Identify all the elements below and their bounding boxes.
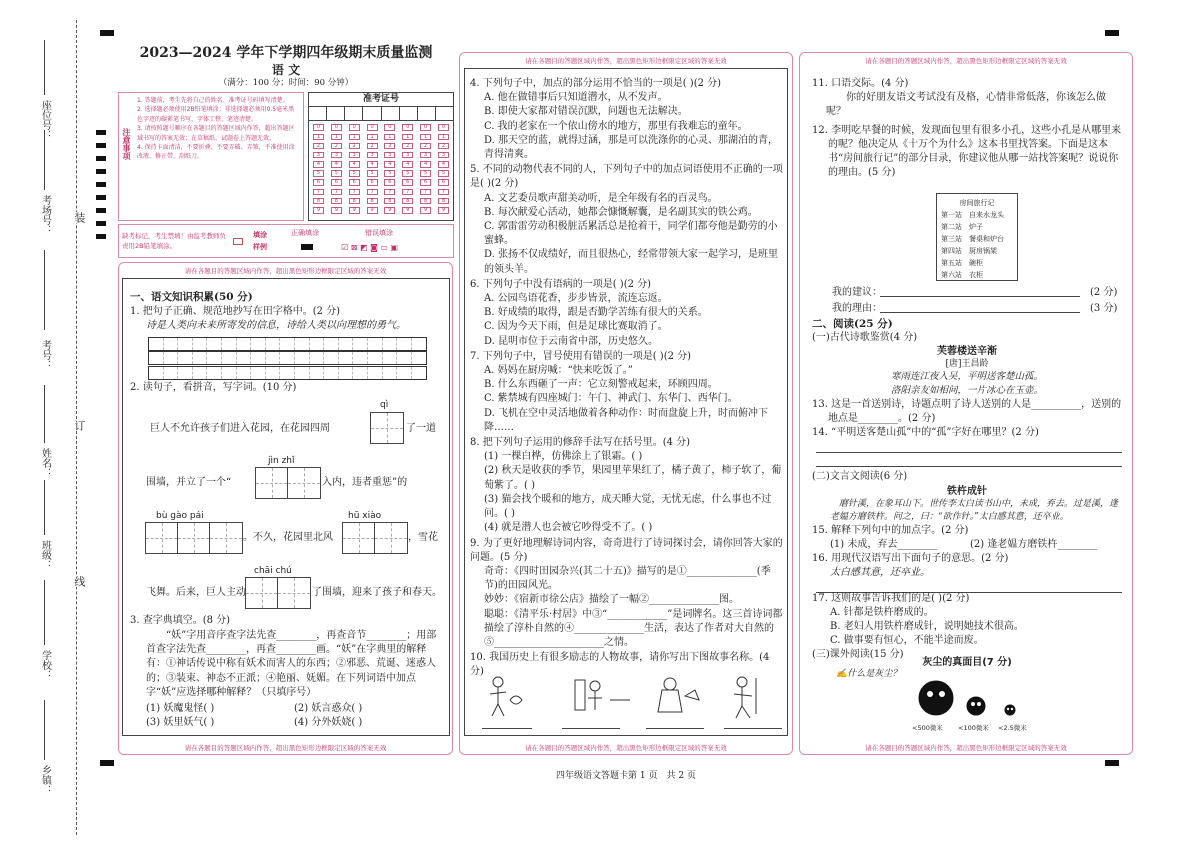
ticket-bubble[interactable]: 3 <box>402 152 413 159</box>
ticket-bubble[interactable]: 2 <box>438 143 449 150</box>
q8-item: (1) 一棵白桦，仿佛涂上了银霜。( ) <box>484 451 643 463</box>
region-warning: 请在各题目的答题区域内作答，超出黑色矩形边框限定区域的答案无效 <box>865 57 1067 65</box>
region-warning: 请在各题目的答题区域内作答，超出黑色矩形边框限定区域的答案无效 <box>184 267 387 275</box>
dust-particles-icon <box>900 672 1040 732</box>
ticket-bubble[interactable]: 9 <box>420 207 431 214</box>
q8-item: (3) 猫会找个暖和的地方，成天睡大觉，无忧无虑，什么事也不过问。( ) <box>484 493 772 520</box>
ticket-bubble[interactable]: 6 <box>367 179 378 186</box>
name-label: 姓名： <box>39 448 51 478</box>
question-14: 14. “平明送客楚山孤”中的“孤”字好在哪里？(2 分) <box>812 427 1039 438</box>
toc-box <box>936 193 1018 281</box>
corner-mark <box>1105 30 1119 36</box>
school-field[interactable] <box>44 580 45 645</box>
q4-option-b: B. 即使大家都对错误沉默，问题也无法解决。 <box>484 106 688 118</box>
ticket-bubble[interactable]: 7 <box>367 189 378 196</box>
exam-no-field[interactable] <box>44 250 45 330</box>
story-illustration-icon <box>480 670 780 730</box>
subject-title: 语 文 <box>271 63 301 77</box>
question-1: 1. 把句子正确、规范地抄写在田字格中。(2 分) <box>130 306 341 317</box>
ticket-bubble[interactable]: 8 <box>313 198 324 205</box>
ticket-bubble[interactable]: 4 <box>402 161 413 168</box>
wrong-fill-label: 错误填涂 <box>365 229 393 237</box>
question-13: 13. 这是一首送别诗，诗题点明了诗人送别的人是__________，送别的地点是________。(2 分) <box>812 399 1122 425</box>
ticket-bubble[interactable]: 1 <box>438 134 449 141</box>
ticket-bubble[interactable]: 0 <box>349 124 360 131</box>
corner-mark <box>1105 760 1119 766</box>
ticket-bubble[interactable]: 1 <box>402 134 413 141</box>
question-4: 4. 下列句子中，加点的部分运用不恰当的一项是( )(2 分) <box>470 78 722 89</box>
ticket-bubble[interactable]: 5 <box>420 170 431 177</box>
ticket-bubble[interactable]: 9 <box>331 207 342 214</box>
sentence-part: 入内，违者重惩”的 <box>322 477 408 488</box>
ticket-bubble[interactable]: 7 <box>313 189 324 196</box>
xian-label: 线 <box>72 576 86 587</box>
school-label: 学校： <box>39 650 51 680</box>
ticket-bubble[interactable]: 4 <box>331 161 342 168</box>
ticket-bubble[interactable]: 5 <box>331 170 342 177</box>
q11-body: 你的好朋友语文考试没有及格，心情非常低落，你该怎么做呢？ <box>826 92 1106 118</box>
ticket-bubble[interactable]: 1 <box>420 134 431 141</box>
q7-option-b: B. 什么东西砸了一声：它立刻警戒起来，环顾四周。 <box>484 379 718 391</box>
ticket-bubble-row <box>313 123 449 132</box>
notice-item: 3. 请按照题号顺序在各题目的答题区域内作答，超出答题区域书写的答案无效；在草稿纸、试题卷上答题无效。 <box>137 125 295 142</box>
ticket-bubble-row <box>313 197 449 206</box>
answer-box-bugaopai[interactable] <box>145 522 243 554</box>
sentence-part: 了围墙，迎来了孩子和春天。 <box>312 587 442 598</box>
ticket-bubble[interactable]: 9 <box>438 207 449 214</box>
ticket-bubble[interactable]: 4 <box>420 161 431 168</box>
ticket-bubble[interactable]: 6 <box>384 179 395 186</box>
q15-item: (2) 逢老媪方磨铁杵________ <box>970 539 1098 550</box>
reading-question <box>836 668 901 680</box>
tianzi-grid-row2[interactable] <box>148 366 427 380</box>
subsection-title: (二)文言文阅读(6 分) <box>812 471 908 482</box>
q5-option-b: B. 每次献爱心活动，她都会慷慨解囊，是名副其实的铁公鸡。 <box>484 206 758 218</box>
notice-item: 1. 答题前，考生先将自己的姓名、准考证号码填写清楚。 <box>137 97 289 104</box>
ticket-bubble[interactable]: 6 <box>402 179 413 186</box>
poem-author: [唐]王昌龄 <box>945 359 989 369</box>
pinyin-bugaopai: bù gào pái <box>156 511 204 521</box>
ticket-label: 准考证号 <box>309 93 453 107</box>
question-7: 7. 下列句子中，冒号使用有错误的一项是( )(2 分) <box>470 350 692 362</box>
ticket-bubbles[interactable] <box>309 121 453 217</box>
ticket-bubble[interactable]: 8 <box>402 198 413 205</box>
ticket-bubble-row <box>313 151 449 160</box>
toc-item: 第三站 餐桌和炉台 <box>941 235 1004 243</box>
toc-item: 第四站 厨房锅架 <box>941 247 997 255</box>
question-3: 3. 查字典填空。(8 分) <box>130 615 231 626</box>
q3-option: (3) 妖里妖气( ) <box>146 717 215 728</box>
ticket-bubble[interactable]: 9 <box>349 207 360 214</box>
ticket-bubble[interactable]: 3 <box>313 152 324 159</box>
q3-option: (2) 妖言惑众( ) <box>294 703 363 714</box>
notice-box <box>118 92 304 221</box>
exam-room-label: 考场号： <box>39 195 51 235</box>
ticket-bubble[interactable]: 0 <box>313 124 324 131</box>
ticket-bubble-row <box>313 169 449 178</box>
ticket-bubble[interactable]: 6 <box>438 179 449 186</box>
wenyan-title: 铁杵成针 <box>947 486 987 497</box>
ticket-bubble[interactable]: 1 <box>349 134 360 141</box>
question-15: 15. 解释下列句中的加点字。(2 分) <box>812 525 969 536</box>
q9-item: 奇奇：《四时田园杂兴(其二十五)》描写的是①______________(季节)的田园风光。 <box>484 565 771 592</box>
toc-item: 第一站 自来水龙头 <box>941 211 1004 219</box>
q8-item: (4) 就是潜人也会被它吵得受不了。( ) <box>484 522 653 534</box>
ticket-bubble[interactable]: 0 <box>438 124 449 131</box>
q17-option: B. 老妇人用铁杵磨成针，说明她技术很高。 <box>830 621 1024 632</box>
q8-item: (2) 秋天是收获的季节，果园里苹果红了，橘子黄了，柿子软了，葡萄紫了。( ) <box>484 465 782 491</box>
q6-option-b: B. 好成绩的取得，跟是否勤学苦练有很大的关系。 <box>484 307 708 319</box>
page-title: 2023—2024 学年下学期四年级期末质量监测 <box>139 45 433 61</box>
class-field[interactable] <box>44 480 45 535</box>
q14-answer-line[interactable] <box>816 466 1122 467</box>
ticket-bubble[interactable]: 2 <box>367 143 378 150</box>
ticket-bubble[interactable]: 4 <box>367 161 378 168</box>
q9-item: 妙妙：《宿新市徐公店》描绘了一幅②______________图。 <box>484 594 739 606</box>
name-field[interactable] <box>44 385 45 443</box>
ticket-bubble[interactable]: 5 <box>402 170 413 177</box>
ticket-bubble[interactable]: 2 <box>313 143 324 150</box>
q3-option: (1) 妖魔鬼怪( ) <box>146 703 215 714</box>
ticket-bubble[interactable]: 8 <box>349 198 360 205</box>
toc-item: 第六站 衣柜 <box>941 271 983 279</box>
q5-option-d: D. 张扬不仅成绩好，而且很热心，经常带领大家一起学习，是班里的领头羊。 <box>484 249 779 275</box>
story-answer-3[interactable] <box>646 728 704 729</box>
ticket-bubble[interactable]: 5 <box>438 170 449 177</box>
correct-fill-sample <box>301 244 313 250</box>
suggestion-field[interactable] <box>880 296 1080 297</box>
toc-title: 房间旅行记 <box>959 199 995 207</box>
pencil-icon: ✍ <box>836 669 848 679</box>
poem-line: 寒雨连江夜入吴，平明送客楚山孤。 <box>890 371 1043 382</box>
notice-item: 2. 选择题必须使用2B铅笔填涂；非选择题必须用0.5毫米黑色字迹的碳素笔书写，字体工整、笔迹清楚。 <box>137 106 295 123</box>
ticket-bubble-row <box>313 178 449 187</box>
pinyin-jinzhi: jìn zhǐ <box>268 456 295 466</box>
ticket-bubble[interactable]: 2 <box>402 143 413 150</box>
ticket-bubble[interactable]: 5 <box>313 170 324 177</box>
q7-option-a: A. 妈妈在厨房喊：“快来吃饭了。” <box>484 365 633 377</box>
answer-box-qi[interactable] <box>370 412 404 444</box>
ticket-bubble[interactable]: 7 <box>384 189 395 196</box>
ticket-bubble-row <box>313 187 449 196</box>
q7-option-d: D. 飞机在空中灵活地做着各种动作：时而盘旋上升，时而俯冲下降…… <box>484 407 769 433</box>
reading-question-text: 什么是灰尘？ <box>847 669 902 679</box>
absent-bubble[interactable] <box>233 238 243 245</box>
tianzi-grid-row1b[interactable] <box>148 351 427 365</box>
question-2: 2. 读句子，看拼音，写字词。(10 分) <box>130 382 297 393</box>
fill-sample-label: 填涂样例 <box>253 230 267 251</box>
correct-fill-label: 正确填涂 <box>291 229 319 237</box>
ticket-bubble[interactable]: 2 <box>384 143 395 150</box>
dust-size-label: <100微米 <box>958 724 989 732</box>
sentence-part: ，雪花 <box>408 532 438 543</box>
q15-item: (1) 未成，弃去________ <box>830 539 938 550</box>
question-17: 17. 这则故事告诉我们的是( )(2 分) <box>812 593 970 604</box>
ticket-bubble[interactable]: 5 <box>349 170 360 177</box>
ticket-bubble[interactable]: 6 <box>420 179 431 186</box>
ticket-bubble[interactable]: 3 <box>349 152 360 159</box>
seat-field[interactable] <box>44 40 45 95</box>
ticket-bubble[interactable]: 3 <box>331 152 342 159</box>
q5-option-a: A. 文艺委员歌声甜美动听，是全年级有名的百灵鸟。 <box>484 192 718 204</box>
ticket-bubble[interactable]: 2 <box>331 143 342 150</box>
position-marks <box>96 130 108 239</box>
class-label: 班级： <box>39 540 51 570</box>
subsection-title: (一)古代诗歌鉴赏(4 分) <box>812 332 918 343</box>
ticket-bubble[interactable]: 3 <box>384 152 395 159</box>
col3-content <box>812 77 1124 180</box>
seat-label: 座位号： <box>39 100 51 140</box>
town-field[interactable] <box>44 700 45 760</box>
reason-label: 我的理由： <box>832 303 882 314</box>
ticket-bubble-row <box>313 160 449 169</box>
exam-room-field[interactable] <box>44 130 45 190</box>
dust-size-label: <2.5微米 <box>998 724 1027 732</box>
question-16: 16. 用现代汉语写出下面句子的意思。(2 分) <box>812 553 1009 564</box>
ticket-bubble[interactable]: 6 <box>331 179 342 186</box>
ticket-bubble[interactable]: 7 <box>331 189 342 196</box>
ticket-bubble[interactable]: 3 <box>367 152 378 159</box>
q6-option-c: C. 因为今天下雨，但是足球比赛取消了。 <box>484 321 668 333</box>
ticket-bubble[interactable]: 8 <box>367 198 378 205</box>
ticket-bubble[interactable]: 5 <box>367 170 378 177</box>
ticket-bubble[interactable]: 8 <box>420 198 431 205</box>
wrong-fill-samples: ☑ ⊠ ◩ ◙ ▭ ▣ <box>341 243 399 252</box>
poem-line: 洛阳亲友如相问，一片冰心在玉壶。 <box>890 385 1043 396</box>
pinyin-huxiao: hū xiào <box>348 511 382 521</box>
ticket-bubble[interactable]: 0 <box>402 124 413 131</box>
subsection-title: (三)课外阅读(15 分) <box>812 649 904 660</box>
ticket-bubble[interactable]: 8 <box>331 198 342 205</box>
ticket-bubble[interactable]: 9 <box>402 207 413 214</box>
corner-mark <box>100 760 114 766</box>
col2-content <box>470 77 784 680</box>
zhuang-label: 装 <box>72 212 86 223</box>
reason-field[interactable] <box>880 312 1080 313</box>
ticket-bubble[interactable]: 8 <box>438 198 449 205</box>
absent-box <box>118 224 454 258</box>
story-answer-1[interactable] <box>482 728 532 729</box>
sentence-part: 围墙，并立了一个“ <box>146 477 232 488</box>
story-answer-2[interactable] <box>562 728 620 729</box>
answer-box-chaichu[interactable] <box>245 577 311 609</box>
ticket-bubble[interactable]: 6 <box>313 179 324 186</box>
ticket-bubble[interactable]: 2 <box>420 143 431 150</box>
ticket-bubble[interactable]: 0 <box>384 124 395 131</box>
ticket-bubble[interactable]: 7 <box>402 189 413 196</box>
ticket-bubble[interactable]: 0 <box>331 124 342 131</box>
ticket-bubble[interactable]: 9 <box>367 207 378 214</box>
q4-option-d: D. 那天空的蓝，就得过涵，那是可以洗涤你的心灵、那湖泊的青，青得清爽。 <box>484 134 779 161</box>
answer-box-jinzhi[interactable] <box>255 467 321 499</box>
toc-item: 第五站 碗柜 <box>941 259 983 267</box>
ticket-bubble[interactable]: 1 <box>384 134 395 141</box>
ticket-bubble[interactable]: 9 <box>313 207 324 214</box>
ticket-bubble[interactable]: 9 <box>384 207 395 214</box>
question-9: 9. 为了更好地理解诗词内容，奇奇进行了诗词探讨会，请你回答大家的问题。(5 分) <box>470 537 783 563</box>
q16-sentence: 太白感其意，还卒业。 <box>830 567 930 578</box>
region-warning: 请在各题目的答题区域内作答，超出黑色矩形边框限定区域的答案无效 <box>184 744 387 752</box>
ticket-bubble[interactable]: 2 <box>349 143 360 150</box>
question-10: 10. 我国历史上有很多励志的人物故事，请你写出下图故事名称。(4 分) <box>470 652 770 678</box>
ticket-bubble[interactable]: 4 <box>438 161 449 168</box>
q17-option: C. 做事要有恒心，不能半途而废。 <box>830 635 984 646</box>
q14-answer-line[interactable] <box>816 452 1122 453</box>
sentence-part: 了一道 <box>406 423 436 434</box>
q4-option-a: A. 他在做错事后只知道潜水，从不发声。 <box>484 92 668 104</box>
question-8: 8. 把下列句子运用的修辞手法写在括号里。(4 分) <box>470 437 691 449</box>
notice-label: 注意事项 <box>122 128 132 160</box>
story-answer-4[interactable] <box>724 728 782 729</box>
reason-points: (3 分) <box>1090 303 1118 314</box>
town-label: 乡镇： <box>39 765 51 795</box>
corner-mark <box>100 30 114 36</box>
ticket-bubble[interactable]: 7 <box>349 189 360 196</box>
q5-option-c: C. 郭雷雷劳动积极脏活累活总是抢着干，同学们都夸他是勤劳的小蜜蜂。 <box>484 221 778 247</box>
section-title: 二、阅读(25 分) <box>812 318 893 330</box>
ticket-bubble[interactable]: 0 <box>420 124 431 131</box>
ding-label: 订 <box>72 420 86 431</box>
reading-title: 灰尘的真面目(7 分) <box>922 657 1012 668</box>
ticket-bubble-row <box>313 141 449 150</box>
suggestion-label: 我的建议： <box>832 287 882 298</box>
q6-option-a: A. 公园鸟语花香，步步皆景，流连忘返。 <box>484 293 668 305</box>
region-warning: 请在各题目的答题区域内作答，超出黑色矩形边框限定区域的答案无效 <box>525 57 727 65</box>
ticket-bubble[interactable]: 3 <box>420 152 431 159</box>
ticket-bubble[interactable]: 4 <box>313 161 324 168</box>
ticket-bubble[interactable]: 4 <box>384 161 395 168</box>
question-3-body: “妖”字用音序查字法先查________，再查音节________；用部首查字法先查________，再查________画。“妖”在字典里的解释有：①神话传说中称有妖术而害人的东西；②邪恶、荒诞、迷惑人的；③装束、神态不正派；④艳丽、妩媚。在下列词语中加点字“妖”应选择哪种解释？（只填序号） <box>146 630 437 698</box>
sentence-part: 巨人不允许孩子们进入花园，在花园四周 <box>150 423 330 434</box>
sentence-part: 飞舞。后来，巨人主动 <box>146 587 246 598</box>
absent-text: 缺考标记，考生禁填！由监考教师负责用2B铅笔填涂。 <box>122 232 226 250</box>
question-5: 5. 不同的动物代表不同的人，下列句子中的加点词语使用不正确的一项是( )(2 分) <box>470 164 783 190</box>
question-6: 6. 下列句子中没有语病的一项是( )(2 分) <box>470 278 652 290</box>
pinyin-qi: qì <box>380 400 389 410</box>
sentence-part: 。不久，花园里北风 <box>243 532 333 543</box>
q6-option-d: D. 昆明市位于云南省中部，历史悠久。 <box>484 335 659 347</box>
ticket-bubble[interactable]: 1 <box>313 134 324 141</box>
ticket-bubble-row <box>313 206 449 215</box>
ticket-bubble[interactable]: 5 <box>384 170 395 177</box>
q4-option-c: C. 我的老家在一个依山傍水的地方，那里有我难忘的童年。 <box>484 120 748 132</box>
ticket-bubble[interactable]: 3 <box>438 152 449 159</box>
wenyan-text: 磨针溪，在象耳山下。世传李太白读书山中，未成，弃去。过是溪，逢老媪方磨铁杵。问之，曰：“欲作针。”太白感其意，还卒业。 <box>830 499 1119 522</box>
exam-no-label: 考号： <box>39 340 51 370</box>
ticket-bubble[interactable]: 7 <box>438 189 449 196</box>
q1-sentence: 诗是人类向未来所寄发的信息，诗给人类以向理想的勇气。 <box>146 320 406 331</box>
question-11: 11. 口语交际。(4 分) <box>812 78 909 89</box>
page-footer: 四年级语文答题卡第 1 页 共 2 页 <box>556 771 696 781</box>
section-title: 一、语文知识积累(50 分) <box>130 291 253 303</box>
ticket-bubble[interactable]: 1 <box>331 134 342 141</box>
exam-meta: （满分：100 分；时间：90 分钟） <box>218 78 354 88</box>
question-12: 12. 李明吃早餐的时候，发现面包里有很多小孔，这些小孔是从哪里来的呢？他决定从《十万个为什么》这本书里找答案。下面是这本书“房间旅行记”的部分目录，你建议他从哪一站找答案呢？说说你的理由。(5 分) <box>812 124 1122 179</box>
q9-item: 聪聪：《清平乐·村居》中③“____________”是词牌名。这三首诗词都描绘了淳朴自然的④______________生活，表达了作者对大自然的⑤______________________之情。 <box>484 608 783 648</box>
dust-illustration <box>900 672 1040 732</box>
ticket-bubble[interactable]: 1 <box>367 134 378 141</box>
poem-title: 芙蓉楼送辛渐 <box>937 346 997 357</box>
ticket-bubble[interactable]: 0 <box>367 124 378 131</box>
suggestion-points: (2 分) <box>1090 287 1118 298</box>
toc-item: 第二站 炉子 <box>941 223 983 231</box>
ticket-bubble-row <box>313 132 449 141</box>
ticket-number-box <box>308 92 454 221</box>
region-warning: 请在各题目的答题区域内作答，超出黑色矩形边框限定区域的答案无效 <box>865 744 1067 752</box>
ticket-bubble[interactable]: 7 <box>420 189 431 196</box>
ticket-bubble[interactable]: 4 <box>349 161 360 168</box>
ticket-bubble[interactable]: 8 <box>384 198 395 205</box>
pinyin-chaichu: chāi chú <box>254 566 292 576</box>
q7-option-c: C. 紫禁城有四座城门：午门、神武门、东华门、西华门。 <box>484 393 738 405</box>
notice-item: 4. 保持卡面清洁，不要折叠、不要弄破、弄皱，不准使用涂改液、修正带、刮纸刀。 <box>137 144 295 161</box>
answer-box-huxiao[interactable] <box>342 522 408 554</box>
q17-option: A. 针都是铁杵磨成的。 <box>830 607 934 618</box>
region-warning: 请在各题目的答题区域内作答，超出黑色矩形边框限定区域的答案无效 <box>525 744 727 752</box>
dust-size-label: <500微米 <box>912 724 943 732</box>
q3-option: (4) 分外妖娆( ) <box>294 717 363 728</box>
story-pictures <box>480 670 780 730</box>
tianzi-grid-row1[interactable] <box>148 337 427 351</box>
ticket-bubble[interactable]: 6 <box>349 179 360 186</box>
